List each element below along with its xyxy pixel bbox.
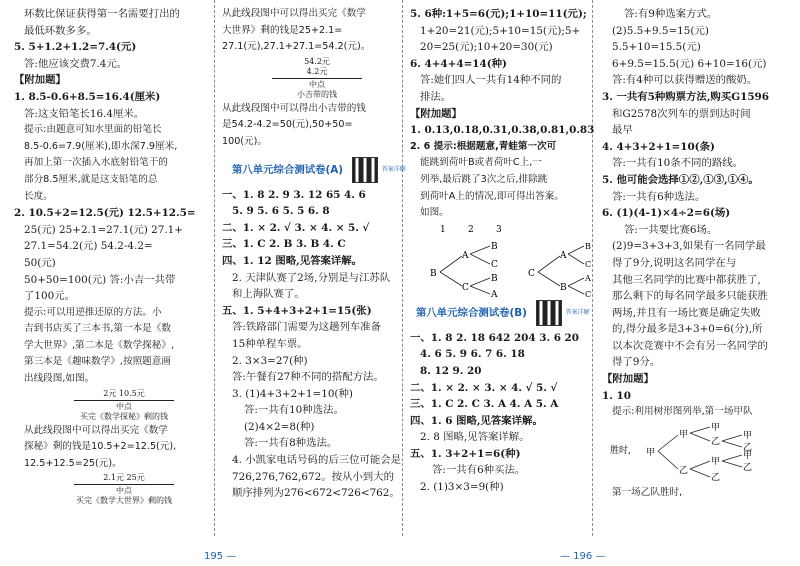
- answer-line: 顺序排列为276<672<726<762。: [232, 487, 400, 500]
- node-jia: 甲: [646, 447, 656, 458]
- node-c: C: [585, 259, 592, 269]
- qr-code-icon: [352, 157, 378, 183]
- answer-line: 的,得分最多是3+3+0=6(分),所: [612, 323, 763, 336]
- section-title-row: [416, 300, 596, 326]
- column-4: [598, 6, 798, 501]
- answer-line: 那么剩下的每名同学最多只能获胜: [612, 290, 768, 303]
- answer-line: 6+9.5=15.5(元) 6+10=16(元): [612, 57, 767, 70]
- hint-line: 从此线段图中可以得出买完《数学: [24, 424, 168, 436]
- hint-line: 从此线段图中可以得出小吉带的钱: [222, 102, 366, 114]
- section-title-row: [232, 157, 408, 183]
- answer-line: 20=25(元);10+20=30(元): [420, 41, 553, 54]
- node-yi: 乙: [679, 465, 689, 476]
- hint-line: 是54.2-4.2=50(元),50+50=: [222, 119, 353, 131]
- node-b: B: [430, 268, 437, 279]
- answer-line: 6. (1)(4-1)×4÷2=6(场): [602, 207, 731, 220]
- segment-label: 10.5元: [118, 388, 145, 398]
- answer-line: 1. 10: [602, 389, 631, 402]
- answer-line: 3. 一共有5种购票方法,购买G1596: [602, 90, 770, 103]
- node-yi: 乙: [711, 436, 721, 447]
- answer-line: 答:一共要比赛6场。: [624, 223, 718, 236]
- hint-line: 27.1(元),27.1+27.1=54.2(元)。: [222, 41, 371, 53]
- node-a: A: [560, 250, 567, 261]
- node-a-crossed: A: [491, 289, 498, 300]
- answer-line: 50+50=100(元) 答:小吉一共带: [24, 273, 176, 286]
- hint-line: 提示:由题意可知水里面的铅笔长: [24, 124, 162, 136]
- answer-line: 答:铁路部门需要为这趟列车准备: [232, 321, 381, 334]
- answer-line: 排法。: [420, 90, 452, 103]
- answer-line: 答:一共有8种选法。: [244, 437, 338, 450]
- answer-line: 三、1. C 2. B 3. B 4. C: [222, 238, 346, 251]
- hint-line: 学大世界》,第二本是《数学探秘》,: [24, 339, 175, 351]
- answer-line: 5. 5+1.2+1.2=7.4(元): [14, 41, 137, 54]
- answer-line: 答:一共有10条不同的路线。: [612, 157, 744, 170]
- answer-line: 最早: [612, 124, 633, 137]
- diagram-caption: 小吉带的钱: [297, 89, 337, 99]
- answer-line: 2. 10.5+2=12.5(元) 12.5+12.5=: [14, 207, 196, 220]
- section-title: 第八单元综合测试卷(A): [232, 163, 344, 176]
- answer-line: 726,276,762,672。按从小到大的: [232, 470, 394, 483]
- column-2: [214, 6, 408, 502]
- answer-line: 和上海队赛了。: [232, 288, 305, 301]
- answer-line: 6. 4+4+4=14(种): [410, 57, 507, 70]
- answer-line: 以本次竞赛中不会有另一名同学的: [612, 339, 768, 352]
- hint-line: 再加上第一次插入水底射铅笔干的: [24, 157, 168, 169]
- section-heading: 【附加题】: [14, 74, 66, 87]
- answer-line: 25(元) 25+2.1=27.1(元) 27.1+: [24, 223, 183, 236]
- answer-line: 答:这支铅笔长16.4厘米。: [24, 107, 145, 120]
- line-segment-diagram-3: [272, 57, 362, 100]
- answer-line: 4. 6 5. 9 6. 7 6. 18: [420, 348, 525, 361]
- answer-line: 答:他应该交费7.4元。: [24, 57, 128, 70]
- answer-line: 1. 0.13,0.18,0.31,0.38,0.81,0.83: [410, 124, 595, 137]
- answer-line: 二、1. × 2. √ 3. × 4. × 5. √: [222, 221, 370, 234]
- node-a: A: [462, 250, 469, 261]
- answer-line: 2. 天津队赛了2场,分别是与江苏队: [232, 271, 391, 284]
- node-jia: 甲: [711, 422, 721, 433]
- node-c: C: [528, 268, 535, 279]
- answer-line: 2. 3×3=27(种): [232, 354, 308, 367]
- hint-line: 大世界》剩的钱是25+2.1=: [222, 24, 343, 36]
- node-b: B: [491, 273, 498, 284]
- hint-line: 部分8.5厘米,就是这支铅笔的总: [24, 173, 158, 185]
- segment-label: 54.2元: [304, 56, 330, 66]
- node-jia: 甲: [743, 430, 753, 441]
- column-1: [14, 6, 214, 506]
- answer-line: 5.5+10=15.5(元): [612, 41, 701, 54]
- answer-line: 二、1. × 2. × 3. × 4. √ 5. √: [410, 381, 558, 394]
- hint-line: 长度。: [24, 190, 53, 202]
- answer-line: 两场,并且有一场比赛是确定失败: [612, 306, 761, 319]
- hint-line: 100(元)。: [222, 135, 267, 147]
- node-yi: 乙: [743, 462, 753, 473]
- hint-line: 2. 6 提示:根据题意,青蛙第一次可: [410, 140, 557, 152]
- hint-line: 提示:可以用逆推还原的方法。小: [24, 306, 162, 318]
- tree-num: 2: [468, 224, 474, 235]
- text-line: 环数比保证获得第一名需要打出的: [24, 8, 180, 20]
- answer-line: (2)5.5+9.5=15(元): [612, 24, 709, 37]
- midpoint-label: 中点: [116, 486, 132, 496]
- hint-line: 第三本是《趣味数学》,按照题意画: [24, 356, 171, 368]
- answer-line: 一、1. 8 2. 9 3. 12 65 4. 6: [222, 188, 366, 201]
- hint-line: 吉到书店买了三本书,第一本是《数: [24, 323, 171, 335]
- answer-line: 得了9分,说明这名同学在与: [612, 256, 737, 269]
- answer-line: 27.1=54.2(元) 54.2-4.2=: [24, 240, 153, 253]
- answer-line: 答:有4种可以获得赠送的酸奶。: [612, 74, 758, 87]
- match-tree-diagram: [602, 421, 792, 485]
- answer-line: 五、1. 3+2+1=6(种): [410, 447, 521, 460]
- qr-label: 答案详解: [381, 166, 406, 174]
- answer-line: 四、1. 12 图略,见答案详解。: [222, 254, 363, 267]
- answer-line: 1+20=21(元);5+10=15(元);5+: [420, 24, 581, 37]
- section-heading: 【附加题】: [602, 373, 654, 386]
- answer-line: 一、1. 8 2. 18 642 204 3. 6 20: [410, 331, 580, 344]
- answer-line: 答:一共有6种买法。: [432, 464, 526, 477]
- answer-line: 5. 他可能会选择①②,①③,①④。: [602, 173, 759, 186]
- section-title: 第八单元综合测试卷(B): [416, 306, 527, 319]
- hint-line: 探秘》剩的钱是10.5+2=12.5(元),: [24, 441, 177, 453]
- node-jia: 甲: [711, 456, 721, 467]
- answer-line: 得了9分。: [612, 356, 661, 369]
- answer-line: 2. (1)3×3=9(种): [420, 481, 504, 494]
- answer-line: 2. 8 图略,见答案详解。: [420, 431, 530, 444]
- segment-label: 2.1元: [103, 473, 124, 483]
- answer-line: 1. 8.5-0.6+8.5=16.4(厘米): [14, 90, 161, 103]
- diagram-caption: 买完《数学探秘》剩的钱: [80, 411, 168, 421]
- answer-line: 50(元): [24, 256, 56, 269]
- answer-line: 了100元。: [24, 290, 76, 303]
- midpoint-label: 中点: [309, 79, 325, 89]
- node-a-crossed: A: [585, 273, 591, 283]
- hint-line: 到荷叶A上的情况,即可得出答案。: [420, 190, 564, 202]
- answer-line: 四、1. 6 图略,见答案详解。: [410, 414, 543, 427]
- hint-line: 提示:利用树形图列举,第一场甲队: [612, 406, 753, 418]
- answer-line: 答:午餐有27种不同的搭配方法。: [232, 371, 384, 384]
- hint-line: 如图。: [420, 207, 449, 219]
- answer-line: 4. 4+3+2+1=10(条): [602, 140, 715, 153]
- hint-line: 12.5+12.5=25(元)。: [24, 457, 122, 469]
- segment-label: 4.2元: [306, 66, 328, 76]
- hint-line: 出线段图,如图。: [24, 373, 95, 385]
- segment-label: 25元: [126, 473, 145, 483]
- node-c: C: [491, 259, 498, 270]
- node-yi: 乙: [743, 442, 753, 453]
- qr-code-icon: [536, 300, 562, 326]
- answer-line: 3. (1)4+3+2+1=10(种): [232, 387, 353, 400]
- node-yi: 乙: [711, 472, 721, 483]
- hint-line: 第一场乙队胜时,: [612, 486, 683, 498]
- answer-line: 答:一共有6种选法。: [612, 190, 706, 203]
- tree-branches: [658, 427, 742, 477]
- frog-tree-diagram: [410, 222, 590, 298]
- answer-line: (2)4×2=8(种): [244, 420, 315, 433]
- answer-line: 8. 12 9. 20: [420, 364, 482, 377]
- diagram-caption: 买完《数学大世界》剩的钱: [76, 496, 172, 506]
- answer-line: 和G2578次列车的票到达时间: [612, 107, 751, 120]
- tree-num: 1: [440, 224, 446, 235]
- node-c: C: [462, 282, 469, 293]
- answer-line: 答:有9种选案方式。: [624, 8, 718, 20]
- answer-line: 五、1. 5+4+3+2+1=15(张): [222, 304, 372, 317]
- hint-line: 列举,最后跳了3次之后,排除跳: [420, 173, 548, 185]
- page-number-right: — 196 —: [560, 551, 606, 562]
- node-b: B: [585, 241, 591, 251]
- answer-line: 答:一共有10种选法。: [244, 404, 344, 417]
- node-b: B: [491, 241, 498, 252]
- answer-line: 其他三名同学的比赛中都获胜了,: [612, 273, 761, 286]
- node-c: C: [585, 289, 592, 299]
- answer-line: 5. 6种:1+5=6(元);1+10=11(元);: [410, 8, 587, 20]
- tree-num: 3: [496, 224, 502, 235]
- hint-line: 从此线段图中可以得出买完《数学: [222, 8, 366, 19]
- answer-line: 答:她们四人一共有14种不同的: [420, 74, 562, 87]
- tree-lead-label: 胜时,: [610, 445, 631, 456]
- line-segment-diagram-1: [74, 389, 174, 422]
- hint-line: 8.5-0.6=7.9(厘米),即水深7.9厘米,: [24, 140, 178, 152]
- segment-label: 2元: [103, 388, 117, 398]
- page-number-left: 195 —: [204, 551, 237, 562]
- node-jia: 甲: [679, 429, 689, 440]
- answer-line: 三、1. C 2. C 3. A 4. A 5. A: [410, 398, 559, 411]
- node-jia: 甲: [743, 450, 753, 461]
- midpoint-label: 中点: [116, 401, 132, 411]
- qr-label: 答案详解: [565, 309, 590, 317]
- column-3: [404, 6, 596, 496]
- hint-line: 能跳到荷叶B或者荷叶C上,一: [420, 157, 542, 169]
- line-segment-diagram-2: [74, 473, 174, 506]
- text-line: 最低环数多多。: [24, 24, 97, 37]
- answer-line: 15种单程车票。: [232, 337, 308, 350]
- section-heading: 【附加题】: [410, 107, 462, 120]
- answer-line: 5. 9 5. 6 5. 5 6. 8: [232, 205, 330, 218]
- answer-line: 4. 小凯家电话号码的后三位可能会是: [232, 454, 402, 467]
- answer-line: (2)9=3+3+3,如果有一名同学最: [612, 240, 766, 253]
- node-b: B: [560, 282, 567, 293]
